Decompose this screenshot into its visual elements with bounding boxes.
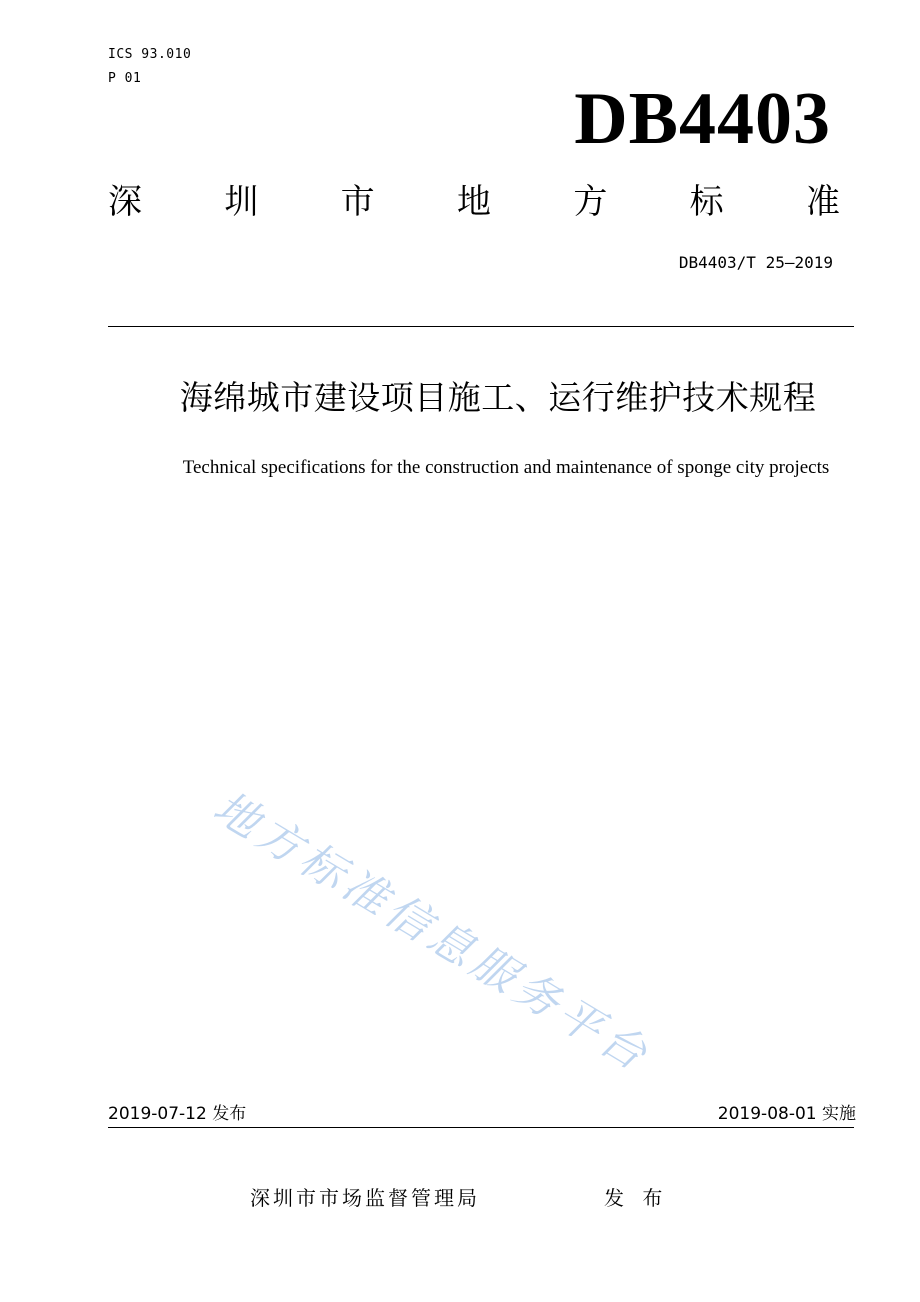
title-chinese: 海绵城市建设项目施工、运行维护技术规程 (179, 378, 817, 417)
publish-word: 发 布 (604, 1186, 669, 1210)
standard-type-char: 方 (573, 182, 608, 222)
db-code: DB4403 (574, 78, 831, 160)
ccs-code: P 01 (108, 71, 142, 86)
publisher: 深圳市市场监督管理局 (250, 1186, 480, 1210)
ics-code: ICS 93.010 (108, 47, 192, 62)
bottom-divider (108, 1127, 854, 1128)
standard-type-char: 圳 (224, 182, 259, 222)
standard-type-char: 标 (689, 182, 724, 222)
title-english: Technical specifications for the construction and maintenance of sponge city projects (182, 457, 830, 478)
standard-type-char: 地 (456, 182, 491, 222)
standard-type-char: 深 (108, 182, 142, 222)
standard-type-char: 准 (805, 182, 840, 222)
watermark: 地方标准信息服务平台 (204, 781, 660, 1083)
standard-type-char: 市 (340, 182, 375, 222)
implement-date: 2019-08-01 实施 (717, 1104, 856, 1124)
top-divider (108, 326, 854, 327)
standard-number: DB4403/T 25—2019 (678, 253, 833, 272)
issue-date: 2019-07-12 发布 (108, 1104, 247, 1124)
standard-type (108, 176, 840, 228)
